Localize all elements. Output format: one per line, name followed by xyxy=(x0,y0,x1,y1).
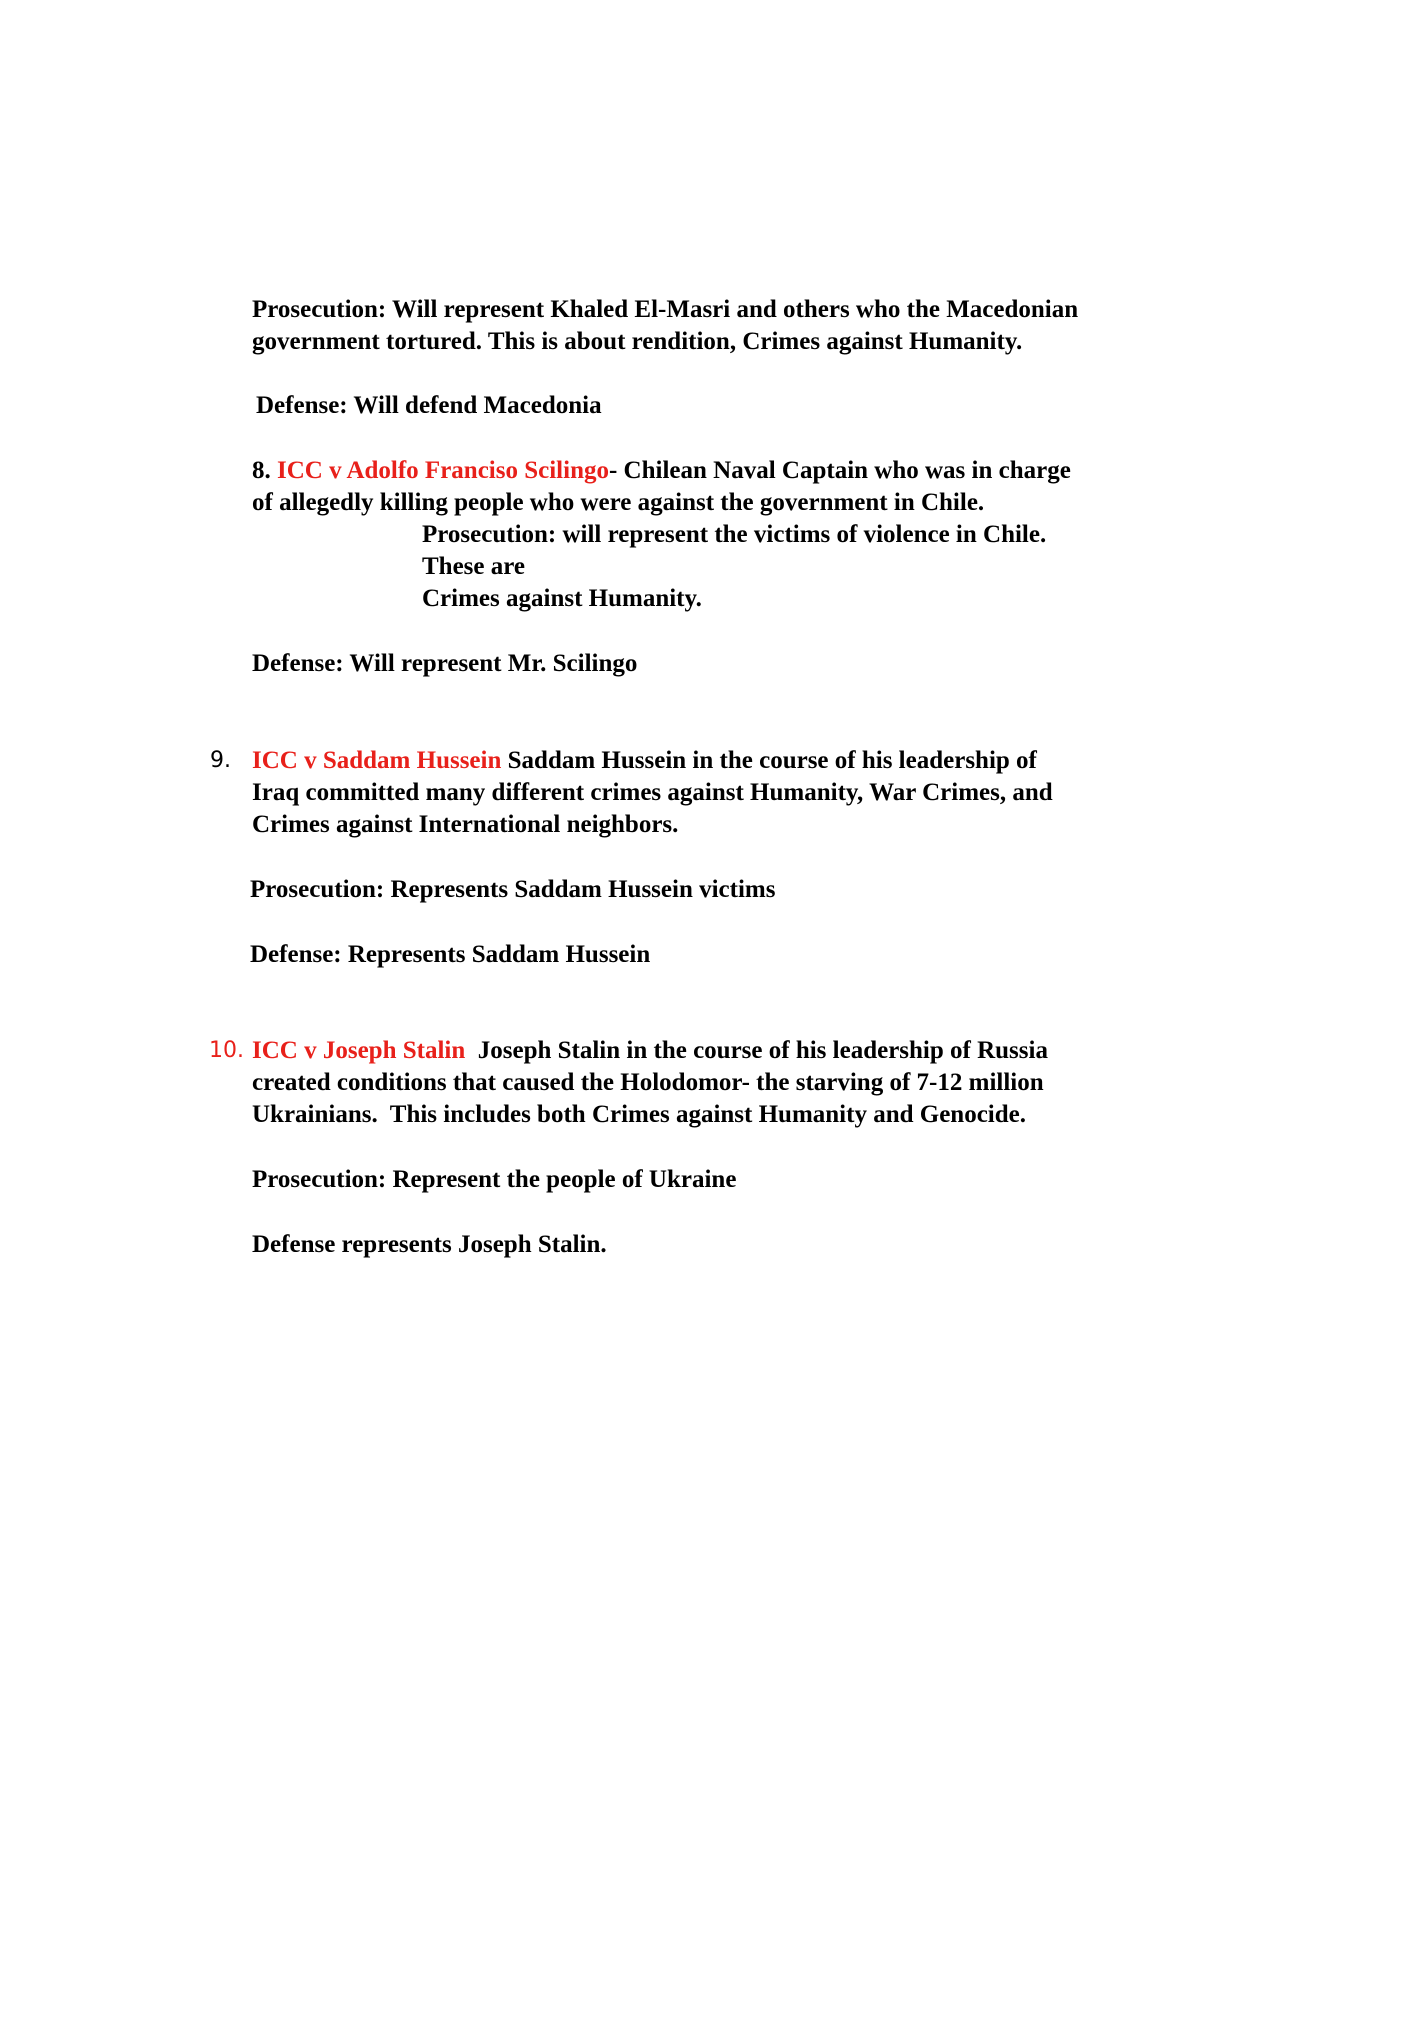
case-9-prosecution: Prosecution: Represents Saddam Hussein victims xyxy=(250,876,776,903)
defense-line: Defense: Will defend Macedonia xyxy=(256,392,602,419)
case-9-description: Saddam Hussein in the course of his leadership of xyxy=(501,747,1037,774)
case-10-prosecution: Prosecution: Represent the people of Ukraine xyxy=(252,1166,737,1193)
case-8-description-line-2: of allegedly killing people who were against the government in Chile. xyxy=(252,489,985,516)
case-8-defense: Defense: Will represent Mr. Scilingo xyxy=(252,650,638,677)
case-8-title: ICC v Adolfo Franciso Scilingo xyxy=(277,457,609,484)
case-8-heading xyxy=(252,456,1071,486)
case-8-prosecution-line-3: Crimes against Humanity. xyxy=(422,585,702,612)
case-10-description: Joseph Stalin in the course of his leadership of Russia xyxy=(465,1037,1048,1064)
case-8-description: - Chilean Naval Captain who was in charge xyxy=(608,457,1071,484)
prosecution-line-2: government tortured. This is about rendition, Crimes against Humanity. xyxy=(252,328,1023,355)
prosecution-line-1: Prosecution: Will represent Khaled El-Masri and others who the Macedonian xyxy=(252,296,1079,323)
case-9-description-line-2: Iraq committed many different crimes against Humanity, War Crimes, and xyxy=(252,779,1053,806)
case-9-title: ICC v Saddam Hussein xyxy=(252,747,502,774)
case-9-number: 9. xyxy=(210,748,231,773)
case-9-description-line-3: Crimes against International neighbors. xyxy=(252,811,679,838)
case-10-heading xyxy=(252,1036,1048,1066)
case-8-prosecution-line-2: These are xyxy=(422,553,525,580)
case-10-description-line-2: created conditions that caused the Holodomor- the starving of 7-12 million xyxy=(252,1069,1044,1096)
case-9-defense: Defense: Represents Saddam Hussein xyxy=(250,941,651,968)
case-10-number: 10. xyxy=(209,1038,244,1063)
case-8-prosecution-line-1: Prosecution: will represent the victims of violence in Chile. xyxy=(422,521,1047,548)
case-9-heading xyxy=(252,746,1037,776)
case-10-defense: Defense represents Joseph Stalin. xyxy=(252,1231,607,1258)
case-10-title: ICC v Joseph Stalin xyxy=(252,1037,466,1064)
case-8-number: 8. xyxy=(252,457,277,484)
case-10-description-line-3: Ukrainians. This includes both Crimes against Humanity and Genocide. xyxy=(252,1101,1026,1128)
